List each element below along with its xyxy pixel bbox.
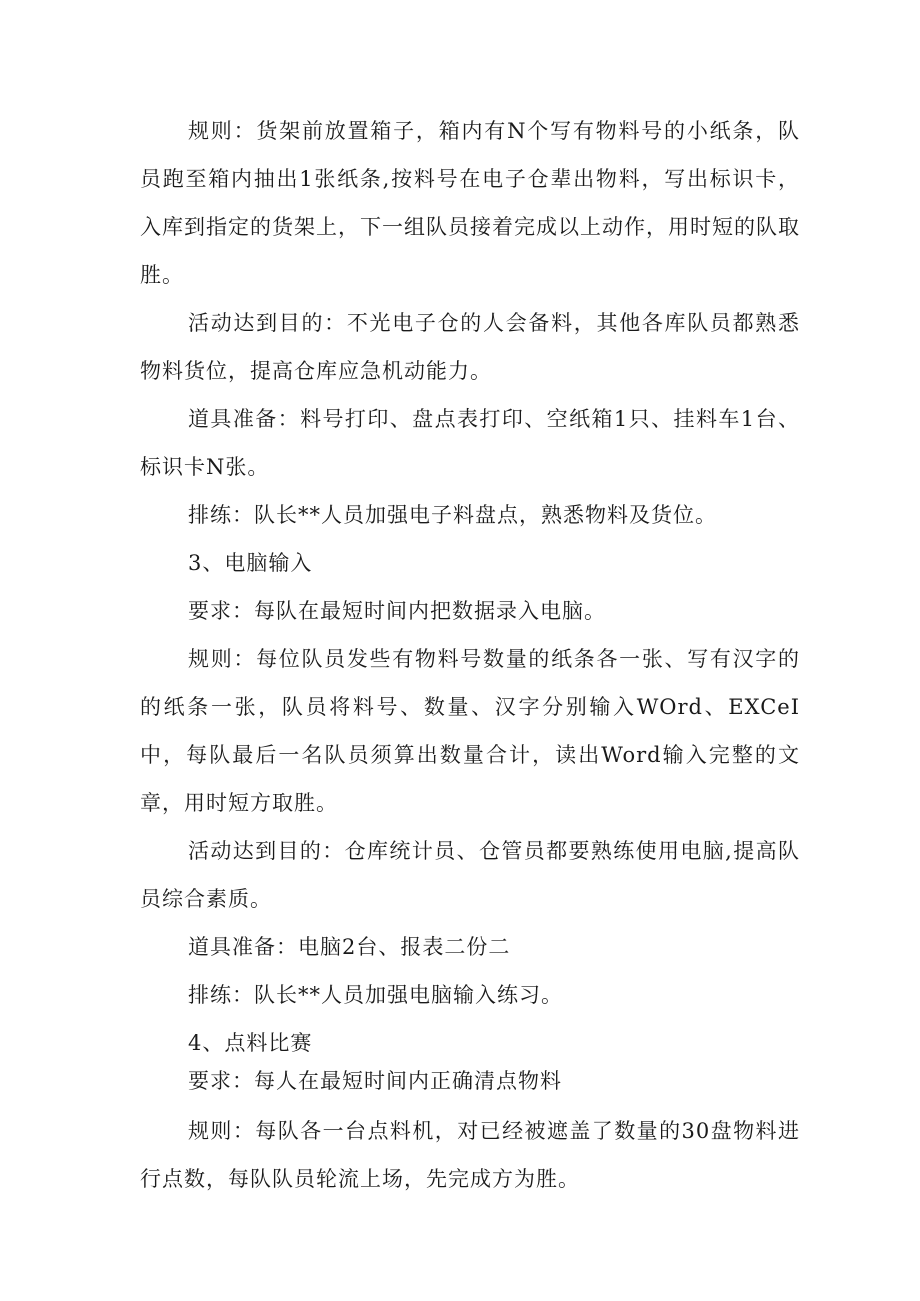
paragraph-goal-3: 活动达到目的：仓库统计员、仓管员都要熟练使用电脑,提高队员综合素质。	[140, 839, 800, 911]
paragraph-props-1: 道具准备：料号打印、盘点表打印、空纸箱1只、挂料车1台、标识卡N张。	[140, 407, 800, 479]
section-heading-4: 4、点料比赛	[188, 1031, 313, 1055]
paragraph-rules-4: 规则：每队各一台点料机，对已经被遮盖了数量的30盘物料进行点数，每队队员轮流上场，先完成方为胜。	[140, 1119, 800, 1191]
section-heading-3: 3、电脑输入	[188, 551, 313, 575]
paragraph-goal-1: 活动达到目的：不光电子仓的人会备料，其他各库队员都熟悉物料货位，提高仓库应急机动能力。	[140, 311, 800, 383]
paragraph-rules-3: 规则：每位队员发些有物料号数量的纸条各一张、写有汉字的的纸条一张，队员将料号、数量、汉字分别输入WOrd、EXCeI中，每队最后一名队员须算出数量合计，读出Word输入完整的文章，用时短方取胜。	[140, 647, 800, 815]
paragraph-rehearsal-1: 排练：队长**人员加强电子料盘点，熟悉物料及货位。	[188, 503, 717, 527]
paragraph-rules-1: 规则：货架前放置箱子，箱内有N个写有物料号的小纸条，队员跑至箱内抽出1张纸条,按料号在电子仓辈出物料，写出标识卡，入库到指定的货架上，下一组队员接着完成以上动作，用时短的队取胜。	[140, 119, 800, 287]
paragraph-requirement-3: 要求：每队在最短时间内把数据录入电脑。	[188, 599, 606, 623]
paragraph-props-3: 道具准备：电脑2台、报表二份二	[188, 935, 511, 959]
paragraph-requirement-4: 要求：每人在最短时间内正确清点物料	[188, 1069, 562, 1093]
paragraph-rehearsal-3: 排练：队长**人员加强电脑输入练习。	[188, 983, 563, 1007]
